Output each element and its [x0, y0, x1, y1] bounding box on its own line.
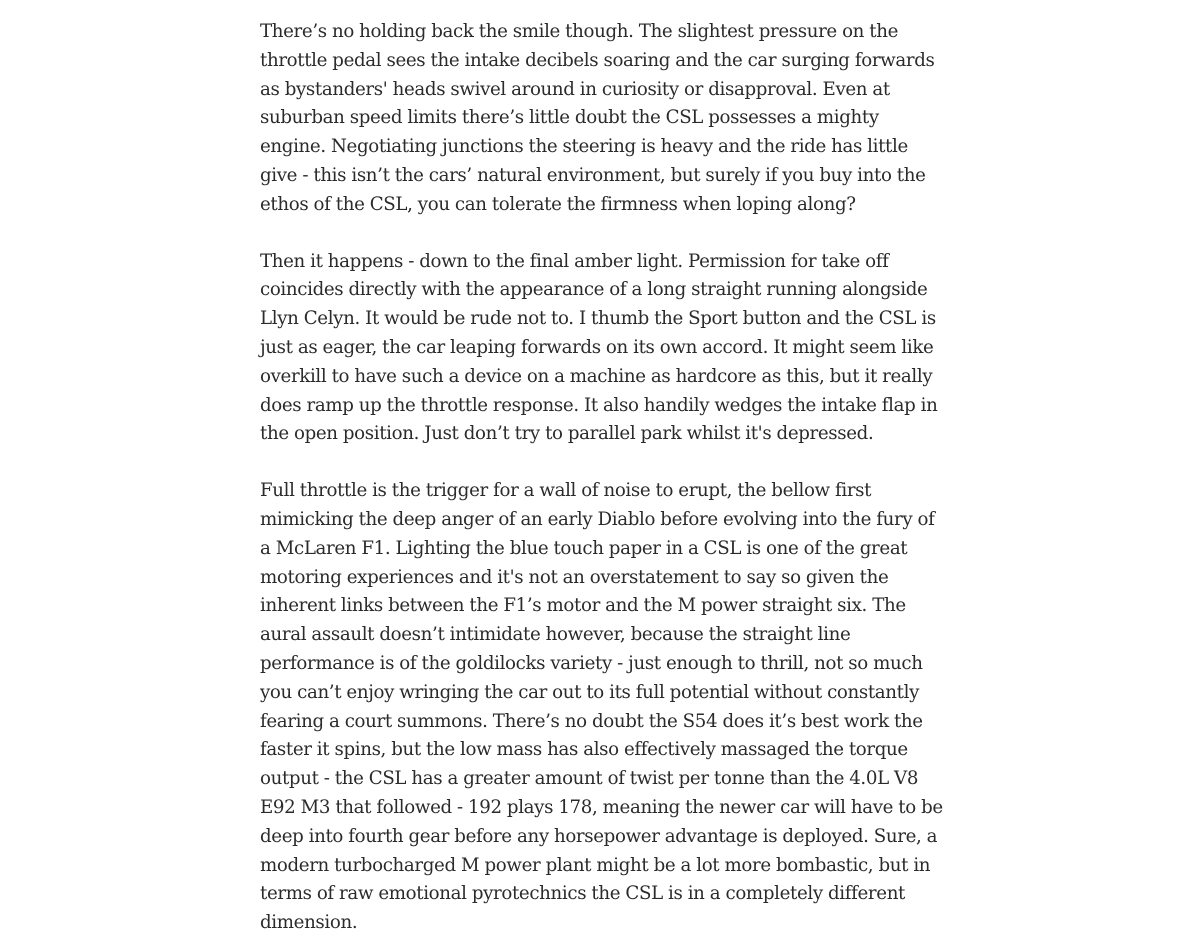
article-paragraph-2: Then it happens - down to the final amber light. Permission for take off coincides directly with the appearance of a long straight running alongside Llyn Celyn. It would be rude not to. I thumb the Sport button and the CSL is just as eager, the car leaping forwards on its own accord. It might seem like overkill to have such a device on a machine as hardcore as this, but it really does ramp up the throttle response. It also handily wedges the intake flap in the open position. Just don’t try to parallel park whilst it's depressed.: [260, 250, 938, 445]
article-body: [260, 18, 944, 938]
article-paragraph-3: Full throttle is the trigger for a wall of noise to erupt, the bellow first mimicking the deep anger of an early Diablo before evolving into the fury of a McLaren F1. Lighting the blue touch paper in a CSL is one of the great motoring experiences and it's not an overstatement to say so given the inherent links between the F1’s motor and the M power straight six. The aural assault doesn’t intimidate however, because the straight line performance is of the goldilocks variety - just enough to thrill, not so much you can’t enjoy wringing the car out to its full potential without constantly fearing a court summons. There’s no doubt the S54 does it’s best work the faster it spins, but the low mass has also effectively massaged the torque output - the CSL has a greater amount of twist per tonne than the 4.0L V8 E92 M3 that followed - 192 plays 178, meaning the newer car will have to be deep into fourth gear before any horsepower advantage is deployed. Sure, a modern turbocharged M power plant might be a lot more bombastic, but in terms of raw emotional pyrotechnics the CSL is in a completely different dimension.: [260, 480, 943, 934]
article-paragraph-1: There’s no holding back the smile though. The slightest pressure on the throttle pedal sees the intake decibels soaring and the car surging forwards as bystanders' heads swivel around in curiosity or disapproval. Even at suburban speed limits there’s little doubt the CSL possesses a mighty engine. Negotiating junctions the steering is heavy and the ride has little give - this isn’t the cars’ natural environment, but surely if you buy into the ethos of the CSL, you can tolerate the firmness when loping along?: [260, 21, 935, 215]
